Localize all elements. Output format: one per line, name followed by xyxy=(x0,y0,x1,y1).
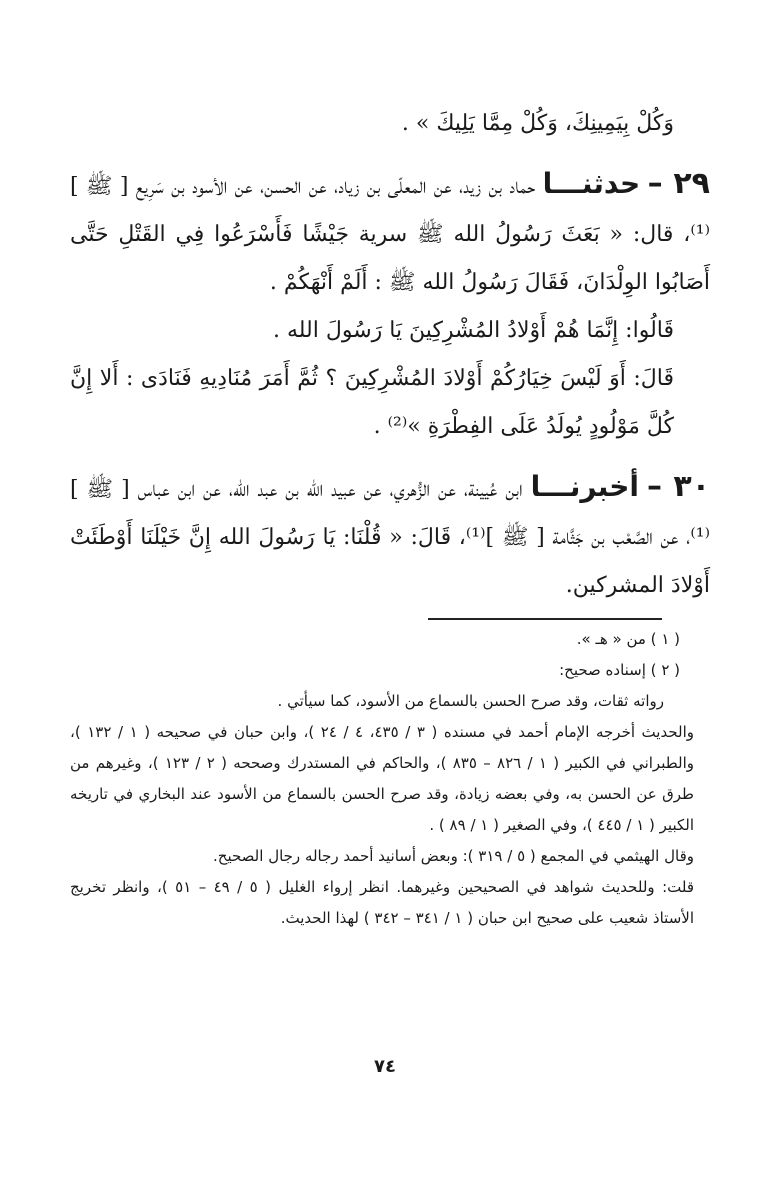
footnote-divider xyxy=(428,618,662,620)
hadith-29-ending: قَالَ: أَوَ لَيْسَ خِيَارُكُمْ أَوْلادَ المُشْرِكِينَ ؟ ثُمَّ أَمَرَ مُنَادِيهِ فَنَادَى : أَلا إِنَّ كُلَّ مَوْلُودٍ يُولَدُ عَلَى الفِطْرَةِ »⁽²⁾ . xyxy=(70,366,674,439)
hadith-29 xyxy=(70,160,710,307)
page-number: ٧٤ xyxy=(374,1056,396,1077)
hadith-29-reply: قَالُوا: إِنَّمَا هُمْ أَوْلادُ المُشْرِكِينَ يَا رَسُولَ الله . xyxy=(272,318,674,343)
hadith-transmission-verb: حدثنـــا xyxy=(542,167,641,200)
hadith-30 xyxy=(70,463,710,610)
footnote-2-paragraph: قلت: وللحديث شواهد في الصحيحين وغيرهما. انظر إرواء الغليل ( ٥ / ٤٩ – ٥١ )، وانظر تخريج الأستاذ شعيب على صحيح ابن حبان ( ١ / ٣٤١ – ٣٤٢ ) لهذا الحديث. xyxy=(70,878,694,927)
footnote-2-heading: ( ٢ ) إسناده صحيح: xyxy=(559,661,680,679)
hadith-text: ابن عُيينة، عن الزُّهري، عن عبيد الله بن عبد الله، عن ابن عباس [ ﷺ ]⁽¹⁾، عن الصَّعْب بن جَثَّامة [ ﷺ ]⁽¹⁾، قَالَ: « قُلْنَا: يَا رَسُولَ الله إِنَّ خَيْلَنَا أَوْطَئَتْ أَوْلادَ المشركين. xyxy=(70,477,710,598)
footnote-2-paragraph: رواته ثقات، وقد صرح الحسن بالسماع من الأسود، كما سيأتي . xyxy=(277,692,664,710)
footnotes xyxy=(70,624,694,934)
hadith-number: ٢٩ – xyxy=(647,166,710,201)
hadith-number: ٣٠ – xyxy=(646,469,711,504)
main-text xyxy=(70,100,710,610)
continuation-line: وَكُلْ بِيَمِينِكَ، وَكُلْ مِمَّا يَلِيكَ » . xyxy=(401,111,674,136)
footnote-2-paragraph: وقال الهيثمي في المجمع ( ٥ / ٣١٩ ): وبعض أسانيد أحمد رجاله رجال الصحيح. xyxy=(213,847,694,865)
footnote-2-paragraph: والحديث أخرجه الإمام أحمد في مسنده ( ٣ / ٤٣٥، ٤ / ٢٤ )، وابن حبان في صحيحه ( ١ / ١٣٢ )، والطبراني في الكبير ( ١ / ٨٢٦ – ٨٣٥ )، والحاكم في المستدرك وصححه ( ٢ / ١٢٣ )، وغيرهم من طرق عن الحسن به، وفي بعضه زيادة، وقد صرح الحسن بالسماع من الأسود عند البخاري في تاريخه الكبير ( ١ / ٤٤٥ )، وفي الصغير ( ١ / ٨٩ ) . xyxy=(70,723,695,834)
footnote-1: ( ١ ) من « هـ ». xyxy=(576,630,680,648)
hadith-transmission-verb: أخبرنـــا xyxy=(530,470,640,503)
hadith-text: حماد بن زيد، عن المعلّى بن زياد، عن الحسن، عن الأسود بن سَرِيع [ ﷺ ] ⁽¹⁾، قال: « بَعَثَ رَسُولُ الله ﷺ سرية جَيْشًا فَأَسْرَعُوا فِي القَتْلِ حَتَّى أَصَابُوا الوِلْدَانَ، فَقَالَ رَسُولُ الله ﷺ : أَلَمْ أَنْهَكُمْ . xyxy=(70,174,710,295)
